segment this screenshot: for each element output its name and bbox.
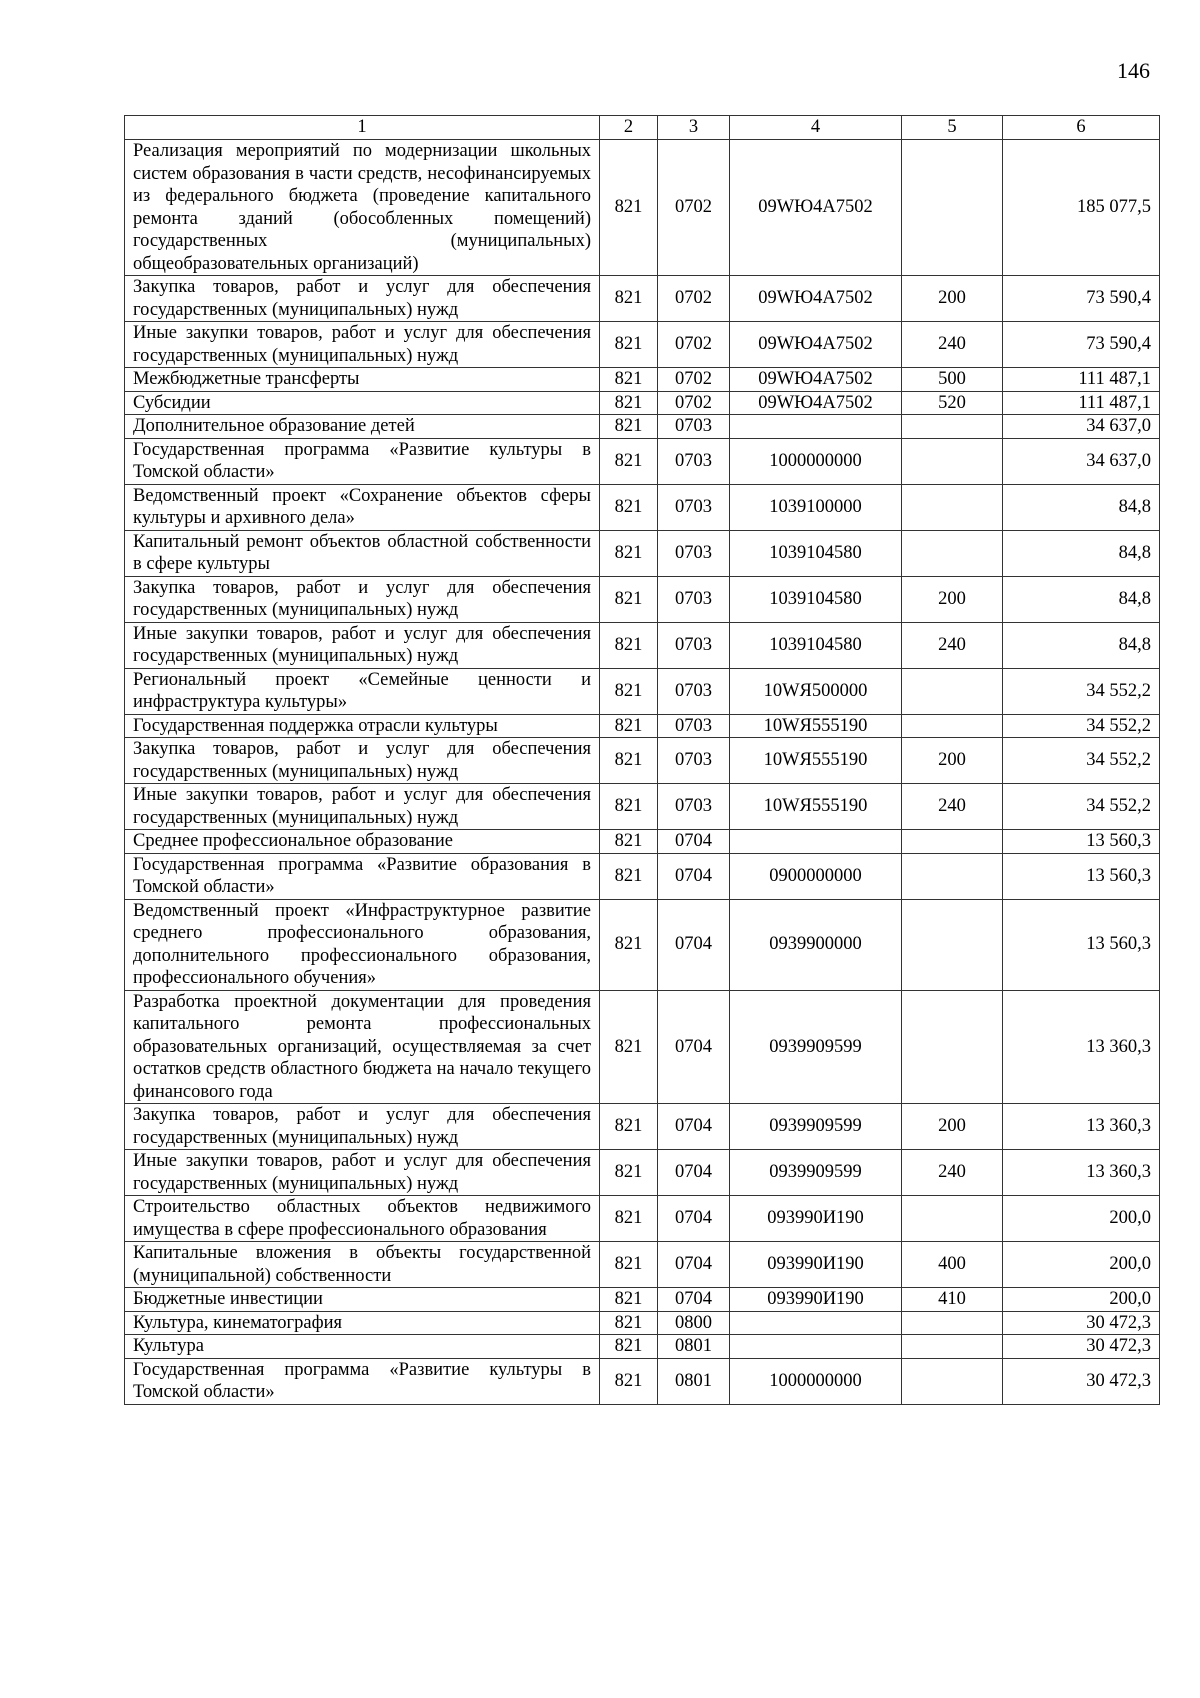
ministry-code-cell: 821 xyxy=(600,1335,658,1359)
amount-cell: 13 560,3 xyxy=(1003,853,1160,899)
ministry-code-cell: 821 xyxy=(600,322,658,368)
table-row xyxy=(125,899,1160,990)
amount-cell: 34 552,2 xyxy=(1003,714,1160,738)
table-row xyxy=(125,784,1160,830)
expense-type-cell: 520 xyxy=(902,391,1003,415)
table-row xyxy=(125,140,1160,276)
ministry-code-cell: 821 xyxy=(600,1150,658,1196)
target-article-cell: 093990И190 xyxy=(730,1242,902,1288)
target-article-cell: 09WЮ4А7502 xyxy=(730,140,902,276)
ministry-code-cell: 821 xyxy=(600,899,658,990)
table-row xyxy=(125,276,1160,322)
row-name-cell: Капитальные вложения в объекты государственной (муниципальной) собственности xyxy=(125,1242,600,1288)
row-name-cell: Закупка товаров, работ и услуг для обеспечения государственных (муниципальных) нужд xyxy=(125,738,600,784)
ministry-code-cell: 821 xyxy=(600,415,658,439)
expense-type-cell xyxy=(902,714,1003,738)
target-article-cell: 0939900000 xyxy=(730,899,902,990)
expense-type-cell xyxy=(902,1311,1003,1335)
amount-cell: 84,8 xyxy=(1003,622,1160,668)
table-row xyxy=(125,484,1160,530)
ministry-code-cell: 821 xyxy=(600,830,658,854)
expense-type-cell: 240 xyxy=(902,784,1003,830)
expense-type-cell xyxy=(902,415,1003,439)
target-article-cell: 1039104580 xyxy=(730,576,902,622)
amount-cell: 13 560,3 xyxy=(1003,899,1160,990)
target-article-cell: 0939909599 xyxy=(730,1150,902,1196)
ministry-code-cell: 821 xyxy=(600,1242,658,1288)
target-article-cell: 1039100000 xyxy=(730,484,902,530)
table-row xyxy=(125,1288,1160,1312)
expense-type-cell xyxy=(902,1335,1003,1359)
section-code-cell: 0704 xyxy=(658,853,730,899)
section-code-cell: 0801 xyxy=(658,1358,730,1404)
row-name-cell: Государственная программа «Развитие образования в Томской области» xyxy=(125,853,600,899)
ministry-code-cell: 821 xyxy=(600,276,658,322)
section-code-cell: 0703 xyxy=(658,484,730,530)
table-row xyxy=(125,1196,1160,1242)
row-name-cell: Иные закупки товаров, работ и услуг для обеспечения государственных (муниципальных) нужд xyxy=(125,322,600,368)
ministry-code-cell: 821 xyxy=(600,1196,658,1242)
column-header: 1 xyxy=(125,116,600,140)
section-code-cell: 0704 xyxy=(658,1150,730,1196)
section-code-cell: 0703 xyxy=(658,415,730,439)
expense-type-cell xyxy=(902,140,1003,276)
section-code-cell: 0702 xyxy=(658,368,730,392)
section-code-cell: 0703 xyxy=(658,438,730,484)
ministry-code-cell: 821 xyxy=(600,368,658,392)
expense-type-cell: 200 xyxy=(902,738,1003,784)
amount-cell: 34 552,2 xyxy=(1003,738,1160,784)
amount-cell: 84,8 xyxy=(1003,530,1160,576)
section-code-cell: 0704 xyxy=(658,1196,730,1242)
amount-cell: 30 472,3 xyxy=(1003,1335,1160,1359)
column-header: 5 xyxy=(902,116,1003,140)
ministry-code-cell: 821 xyxy=(600,714,658,738)
budget-table xyxy=(124,115,1160,1405)
table-row xyxy=(125,714,1160,738)
ministry-code-cell: 821 xyxy=(600,391,658,415)
expense-type-cell xyxy=(902,668,1003,714)
table-header xyxy=(125,116,1160,140)
amount-cell: 111 487,1 xyxy=(1003,391,1160,415)
expense-type-cell xyxy=(902,1196,1003,1242)
target-article-cell: 093990И190 xyxy=(730,1288,902,1312)
ministry-code-cell: 821 xyxy=(600,622,658,668)
table-row xyxy=(125,415,1160,439)
amount-cell: 34 637,0 xyxy=(1003,438,1160,484)
row-name-cell: Государственная программа «Развитие культуры в Томской области» xyxy=(125,1358,600,1404)
target-article-cell: 10WЯ555190 xyxy=(730,714,902,738)
table-row xyxy=(125,622,1160,668)
ministry-code-cell: 821 xyxy=(600,438,658,484)
section-code-cell: 0703 xyxy=(658,622,730,668)
target-article-cell: 09WЮ4А7502 xyxy=(730,322,902,368)
row-name-cell: Реализация мероприятий по модернизации школьных систем образования в части средств, несофинансируемых из федерального бюджета (проведение капитального ремонта зданий (обособленных помещений) государственных (муниципальных) общеобразовательных организаций) xyxy=(125,140,600,276)
amount-cell: 73 590,4 xyxy=(1003,322,1160,368)
amount-cell: 34 552,2 xyxy=(1003,784,1160,830)
section-code-cell: 0702 xyxy=(658,322,730,368)
table-body xyxy=(125,140,1160,1405)
expense-type-cell: 200 xyxy=(902,1104,1003,1150)
ministry-code-cell: 821 xyxy=(600,668,658,714)
amount-cell: 73 590,4 xyxy=(1003,276,1160,322)
table-row xyxy=(125,322,1160,368)
table-row xyxy=(125,1358,1160,1404)
ministry-code-cell: 821 xyxy=(600,1104,658,1150)
section-code-cell: 0703 xyxy=(658,738,730,784)
section-code-cell: 0703 xyxy=(658,714,730,738)
amount-cell: 34 637,0 xyxy=(1003,415,1160,439)
row-name-cell: Строительство областных объектов недвижимого имущества в сфере профессионального образования xyxy=(125,1196,600,1242)
amount-cell: 84,8 xyxy=(1003,484,1160,530)
target-article-cell: 0939909599 xyxy=(730,990,902,1104)
section-code-cell: 0703 xyxy=(658,576,730,622)
table-row xyxy=(125,391,1160,415)
row-name-cell: Субсидии xyxy=(125,391,600,415)
expense-type-cell: 240 xyxy=(902,322,1003,368)
table-row xyxy=(125,576,1160,622)
section-code-cell: 0704 xyxy=(658,1288,730,1312)
row-name-cell: Ведомственный проект «Сохранение объектов сферы культуры и архивного дела» xyxy=(125,484,600,530)
section-code-cell: 0800 xyxy=(658,1311,730,1335)
table-row xyxy=(125,990,1160,1104)
section-code-cell: 0703 xyxy=(658,668,730,714)
expense-type-cell: 240 xyxy=(902,622,1003,668)
section-code-cell: 0704 xyxy=(658,1104,730,1150)
row-name-cell: Бюджетные инвестиции xyxy=(125,1288,600,1312)
ministry-code-cell: 821 xyxy=(600,738,658,784)
target-article-cell xyxy=(730,830,902,854)
table-row xyxy=(125,668,1160,714)
table-row xyxy=(125,438,1160,484)
expense-type-cell xyxy=(902,484,1003,530)
row-name-cell: Разработка проектной документации для проведения капитального ремонта профессиональных образовательных организаций, осуществляемая за счет остатков средств областного бюджета на начало текущего финансового года xyxy=(125,990,600,1104)
row-name-cell: Капитальный ремонт объектов областной собственности в сфере культуры xyxy=(125,530,600,576)
amount-cell: 13 360,3 xyxy=(1003,1104,1160,1150)
section-code-cell: 0702 xyxy=(658,276,730,322)
row-name-cell: Культура xyxy=(125,1335,600,1359)
target-article-cell: 1000000000 xyxy=(730,1358,902,1404)
ministry-code-cell: 821 xyxy=(600,1288,658,1312)
amount-cell: 30 472,3 xyxy=(1003,1311,1160,1335)
row-name-cell: Региональный проект «Семейные ценности и инфраструктура культуры» xyxy=(125,668,600,714)
section-code-cell: 0703 xyxy=(658,530,730,576)
target-article-cell: 10WЯ500000 xyxy=(730,668,902,714)
ministry-code-cell: 821 xyxy=(600,576,658,622)
section-code-cell: 0704 xyxy=(658,990,730,1104)
expense-type-cell xyxy=(902,990,1003,1104)
target-article-cell: 0939909599 xyxy=(730,1104,902,1150)
target-article-cell: 0900000000 xyxy=(730,853,902,899)
amount-cell: 13 560,3 xyxy=(1003,830,1160,854)
expense-type-cell: 200 xyxy=(902,276,1003,322)
ministry-code-cell: 821 xyxy=(600,484,658,530)
expense-type-cell xyxy=(902,530,1003,576)
section-code-cell: 0702 xyxy=(658,391,730,415)
table-row xyxy=(125,1104,1160,1150)
amount-cell: 200,0 xyxy=(1003,1242,1160,1288)
column-header: 4 xyxy=(730,116,902,140)
target-article-cell xyxy=(730,1311,902,1335)
target-article-cell: 1000000000 xyxy=(730,438,902,484)
section-code-cell: 0801 xyxy=(658,1335,730,1359)
row-name-cell: Иные закупки товаров, работ и услуг для обеспечения государственных (муниципальных) нужд xyxy=(125,622,600,668)
target-article-cell xyxy=(730,1335,902,1359)
amount-cell: 111 487,1 xyxy=(1003,368,1160,392)
ministry-code-cell: 821 xyxy=(600,140,658,276)
table-row xyxy=(125,853,1160,899)
row-name-cell: Государственная программа «Развитие культуры в Томской области» xyxy=(125,438,600,484)
amount-cell: 84,8 xyxy=(1003,576,1160,622)
row-name-cell: Межбюджетные трансферты xyxy=(125,368,600,392)
column-header: 2 xyxy=(600,116,658,140)
ministry-code-cell: 821 xyxy=(600,784,658,830)
row-name-cell: Ведомственный проект «Инфраструктурное развитие среднего профессионального образования, дополнительного профессионального образования, профессионального обучения» xyxy=(125,899,600,990)
amount-cell: 200,0 xyxy=(1003,1196,1160,1242)
row-name-cell: Закупка товаров, работ и услуг для обеспечения государственных (муниципальных) нужд xyxy=(125,1104,600,1150)
expense-type-cell xyxy=(902,853,1003,899)
table-row xyxy=(125,1150,1160,1196)
expense-type-cell xyxy=(902,899,1003,990)
amount-cell: 13 360,3 xyxy=(1003,1150,1160,1196)
expense-type-cell: 410 xyxy=(902,1288,1003,1312)
section-code-cell: 0703 xyxy=(658,784,730,830)
column-header: 3 xyxy=(658,116,730,140)
section-code-cell: 0702 xyxy=(658,140,730,276)
target-article-cell: 1039104580 xyxy=(730,622,902,668)
section-code-cell: 0704 xyxy=(658,1242,730,1288)
header-row xyxy=(125,116,1160,140)
row-name-cell: Закупка товаров, работ и услуг для обеспечения государственных (муниципальных) нужд xyxy=(125,276,600,322)
ministry-code-cell: 821 xyxy=(600,990,658,1104)
table-row xyxy=(125,830,1160,854)
amount-cell: 13 360,3 xyxy=(1003,990,1160,1104)
page-number: 146 xyxy=(1117,58,1150,83)
target-article-cell: 09WЮ4А7502 xyxy=(730,391,902,415)
table-row xyxy=(125,1311,1160,1335)
expense-type-cell: 240 xyxy=(902,1150,1003,1196)
row-name-cell: Иные закупки товаров, работ и услуг для обеспечения государственных (муниципальных) нужд xyxy=(125,784,600,830)
table-row xyxy=(125,1242,1160,1288)
ministry-code-cell: 821 xyxy=(600,530,658,576)
target-article-cell: 09WЮ4А7502 xyxy=(730,276,902,322)
amount-cell: 30 472,3 xyxy=(1003,1358,1160,1404)
target-article-cell: 093990И190 xyxy=(730,1196,902,1242)
target-article-cell: 10WЯ555190 xyxy=(730,738,902,784)
ministry-code-cell: 821 xyxy=(600,853,658,899)
amount-cell: 200,0 xyxy=(1003,1288,1160,1312)
target-article-cell xyxy=(730,415,902,439)
expense-type-cell xyxy=(902,1358,1003,1404)
table-row xyxy=(125,1335,1160,1359)
row-name-cell: Закупка товаров, работ и услуг для обеспечения государственных (муниципальных) нужд xyxy=(125,576,600,622)
expense-type-cell xyxy=(902,830,1003,854)
ministry-code-cell: 821 xyxy=(600,1358,658,1404)
target-article-cell: 09WЮ4А7502 xyxy=(730,368,902,392)
amount-cell: 34 552,2 xyxy=(1003,668,1160,714)
row-name-cell: Среднее профессиональное образование xyxy=(125,830,600,854)
target-article-cell: 1039104580 xyxy=(730,530,902,576)
column-header: 6 xyxy=(1003,116,1160,140)
target-article-cell: 10WЯ555190 xyxy=(730,784,902,830)
expense-type-cell: 400 xyxy=(902,1242,1003,1288)
expense-type-cell: 200 xyxy=(902,576,1003,622)
section-code-cell: 0704 xyxy=(658,830,730,854)
ministry-code-cell: 821 xyxy=(600,1311,658,1335)
amount-cell: 185 077,5 xyxy=(1003,140,1160,276)
row-name-cell: Государственная поддержка отрасли культуры xyxy=(125,714,600,738)
expense-type-cell xyxy=(902,438,1003,484)
section-code-cell: 0704 xyxy=(658,899,730,990)
table-row xyxy=(125,738,1160,784)
expense-type-cell: 500 xyxy=(902,368,1003,392)
table-row xyxy=(125,530,1160,576)
table-row xyxy=(125,368,1160,392)
row-name-cell: Дополнительное образование детей xyxy=(125,415,600,439)
row-name-cell: Культура, кинематография xyxy=(125,1311,600,1335)
row-name-cell: Иные закупки товаров, работ и услуг для обеспечения государственных (муниципальных) нужд xyxy=(125,1150,600,1196)
